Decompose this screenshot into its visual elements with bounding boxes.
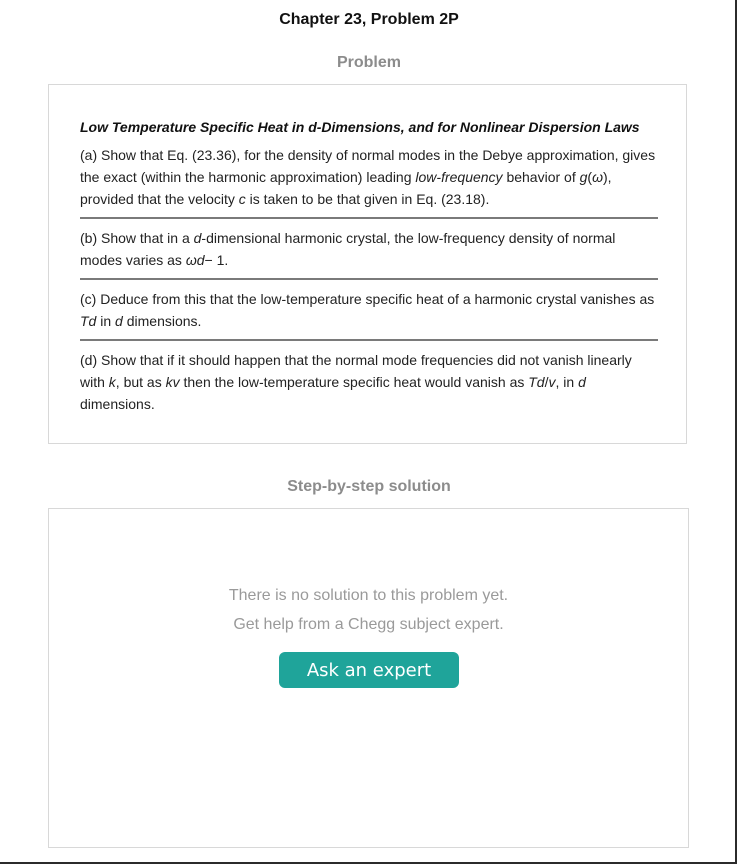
problem-part-d: (d) Show that if it should happen that the normal mode frequencies did not vanish linearly with k, but as kv then the low-temperature specific heat would vanish as Td/v, in d dimensions. [80,339,658,422]
problem-content [80,116,658,422]
problem-headline: Low Temperature Specific Heat in d-Dimensions, and for Nonlinear Dispersion Laws [80,119,640,135]
problem-box [48,84,687,444]
expert-help-message: Get help from a Chegg subject expert. [233,616,504,633]
chapter-title: Chapter 23, Problem 2P [279,11,459,28]
no-solution-message: There is no solution to this problem yet. [228,587,509,604]
problem-part-c: (c) Deduce from this that the low-temperature specific heat of a harmonic crystal vanishes as Td in d dimensions. [80,278,658,339]
solution-heading: Step-by-step solution [287,478,451,495]
solution-box [48,508,689,848]
problem-heading: Problem [336,54,401,71]
ask-expert-button[interactable]: Ask an expert [279,652,459,688]
problem-part-b: (b) Show that in a d-dimensional harmonic crystal, the low-frequency density of normal modes varies as ωd− 1. [80,217,658,278]
problem-part-a: (a) Show that Eq. (23.36), for the density of normal modes in the Debye approximation, gives the exact (within the harmonic approximation) leading low-frequency behavior of g(ω), provided that the velocity c is taken to be that given in Eq. (23.18). [80,147,656,207]
